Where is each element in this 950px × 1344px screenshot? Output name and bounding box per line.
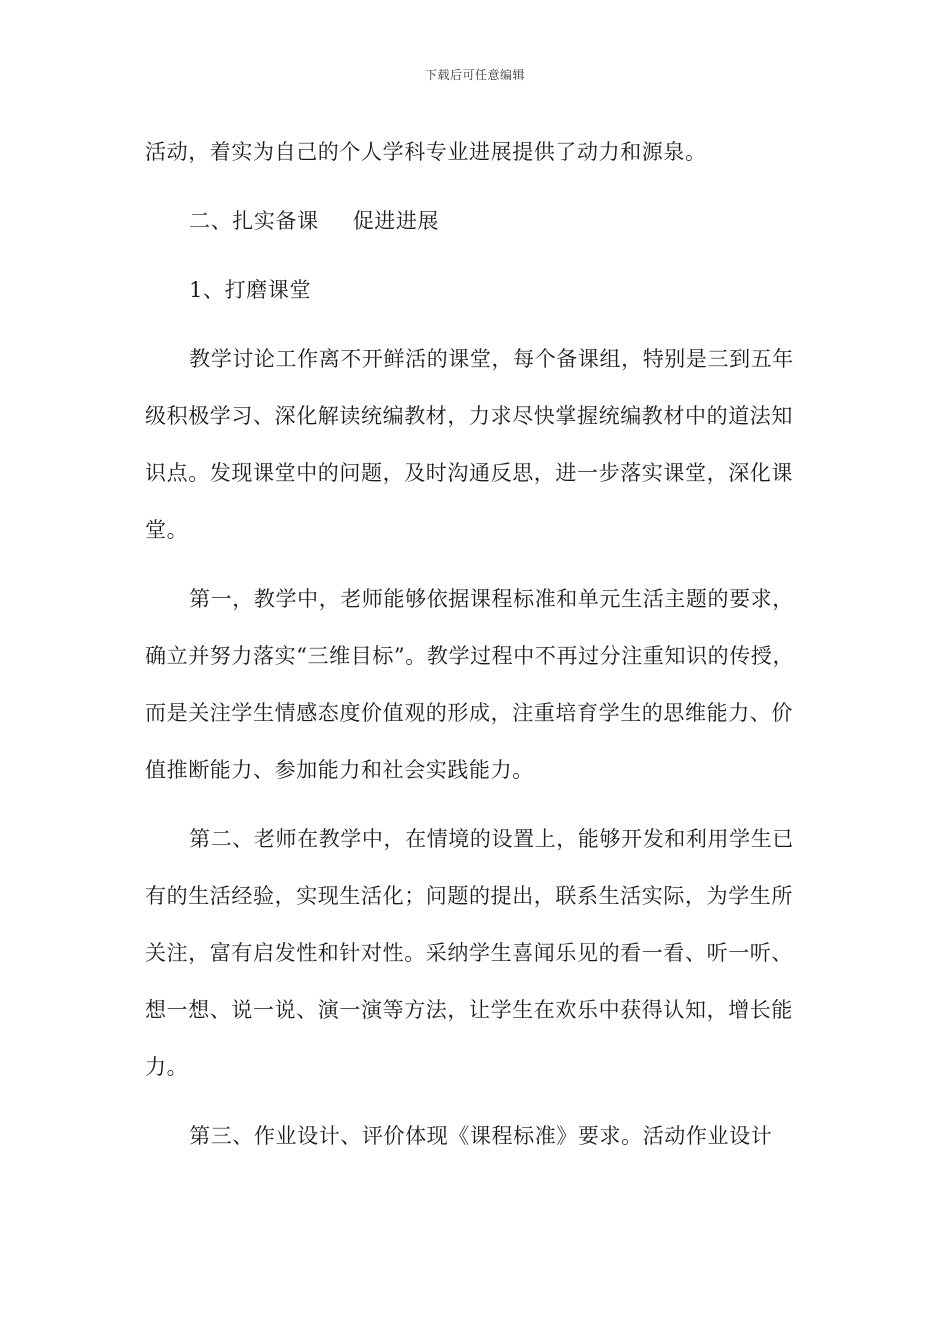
paragraph-continuation: 活动，着实为自己的个人学科专业进展提供了动力和源泉。 [145,140,707,164]
paragraph-2: 第一，教学中，老师能够依据课程标准和单元生活主题的要求，确立并努力落实“三维目标”。教学过程中不再过分注重知识的传授，而是关注学生情感态度价值观的形成，注重培育学生的思维能力、价值推断能力、参加能力和社会实践能力。 [145,587,795,782]
subsection-heading: 1、打磨课堂 [189,278,312,302]
paragraph-3: 第二、老师在教学中，在情境的设置上，能够开发和利用学生已有的生活经验，实现生活化；问题的提出，联系生活实际，为学生所关注，富有启发性和针对性。采纳学生喜闻乐见的看一看、听一听、想一想、说一说、演一演等方法，让学生在欢乐中获得认知，增长能力。 [145,827,794,1079]
section-heading-subtitle: 促进进展 [352,209,440,233]
paragraph-1: 教学讨论工作离不开鲜活的课堂，每个备课组，特别是三到五年级积极学习、深化解读统编教材，力求尽快掌握统编教材中的道法知识点。发现课堂中的问题，及时沟通反思，进一步落实课堂，深化课堂。 [145,347,794,542]
document-body [145,124,810,1177]
page-header: 下载后可任意编辑 [424,68,525,82]
paragraph-4: 第三、作业设计、评价体现《课程标准》要求。活动作业设计 [189,1124,773,1148]
section-heading-title: 二、扎实备课 [189,209,319,233]
section-heading [145,193,810,250]
